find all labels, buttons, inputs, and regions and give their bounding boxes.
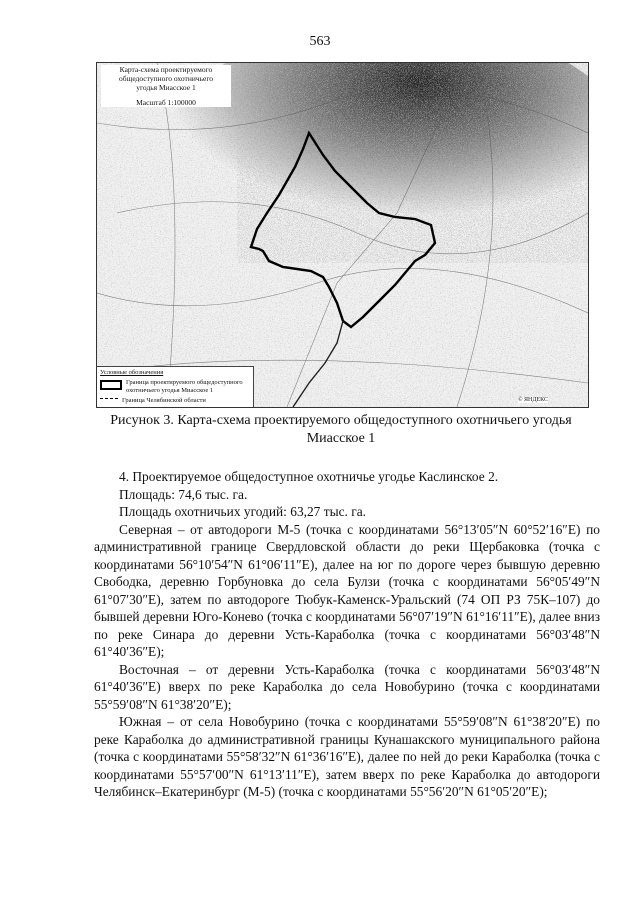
area-line: Площадь: 74,6 тыс. га. bbox=[119, 486, 248, 502]
legend-heading: Условные обозначения bbox=[100, 369, 164, 376]
section-heading: 4. Проектируемое общедоступное охотничье угодье Каслинское 2. bbox=[119, 469, 499, 484]
map-legend bbox=[97, 366, 254, 407]
thick-line-swatch-icon bbox=[100, 380, 122, 390]
map-figure bbox=[96, 62, 589, 408]
south-boundary-paragraph: Южная – от села Новобурино (точка с координатами 55°59′08″N 61°38′20″E) по реке Караболка до административной границы Кунашакского муниципального района (точка с координатами 55°58′32″N 61°36′16″E), далее по ней до реки Караболка (точка с координатами 55°57′00″N 61°13′11″E), затем вверх по реке Караболка до автодороги Челябинск–Екатеринбург (М-5) (точка с координатами 55°56′20″N 61°05′20″E); bbox=[94, 714, 600, 799]
dashed-line-swatch-icon bbox=[100, 398, 118, 405]
map-title-line: общедоступного охотничьего bbox=[118, 74, 214, 83]
topographic-map bbox=[97, 63, 588, 407]
legend-item-label: Граница Челябинской области bbox=[122, 397, 206, 404]
map-title bbox=[101, 65, 231, 107]
map-title-line: Карта-схема проектируемого bbox=[119, 65, 213, 74]
document-body bbox=[94, 468, 600, 801]
north-boundary-paragraph: Северная – от автодороги М-5 (точка с координатами 56°13′05″N 60°52′16″E) по административной границе Свердловской области до реки Щербаковка (точка с координатами 56°10′54″N 61°06′11″E), далее на юг по дороге через бывшую деревню Свободка, деревню Горбуновка до села Булзи (точка с координатами 56°05′49″N 61°07′30″E), затем по автодороге Тюбук-Каменск-Уральский (74 ОП РЗ 75К–107) до бывшей деревни Юго-Конево (точка с координатами 56°07′19″N 61°16′11″E), далее вниз по реке Синара до деревни Усть-Караболка (точка с координатами 56°03′48″N 61°40′36″E); bbox=[94, 521, 600, 659]
caption-line: Миасское 1 bbox=[306, 431, 376, 446]
page-number: 563 bbox=[309, 34, 331, 49]
caption-line: Рисунок 3. Карта-схема проектируемого общедоступного охотничьего угодья bbox=[110, 413, 572, 428]
map-credit: © ЯНДЕКС bbox=[517, 397, 548, 403]
legend-item-label: Граница проектируемого общедоступного охотничьего угодья Миасское 1 bbox=[126, 379, 243, 394]
legend-item bbox=[100, 379, 250, 395]
legend-item bbox=[100, 397, 250, 405]
hunting-area-line: Площадь охотничьих угодий: 63,27 тыс. га. bbox=[119, 504, 366, 519]
east-boundary-paragraph: Восточная – от деревни Усть-Караболка (точка с координатами 56°03′48″N 61°40′36″E) вверх по реке Караболка до села Новобурино (точка с координатами 55°59′08″N 61°38′20″E); bbox=[94, 661, 600, 712]
map-scale: Масштаб 1:100000 bbox=[136, 98, 196, 107]
map-title-line: угодья Миасское 1 bbox=[136, 83, 196, 92]
figure-caption bbox=[96, 412, 586, 448]
